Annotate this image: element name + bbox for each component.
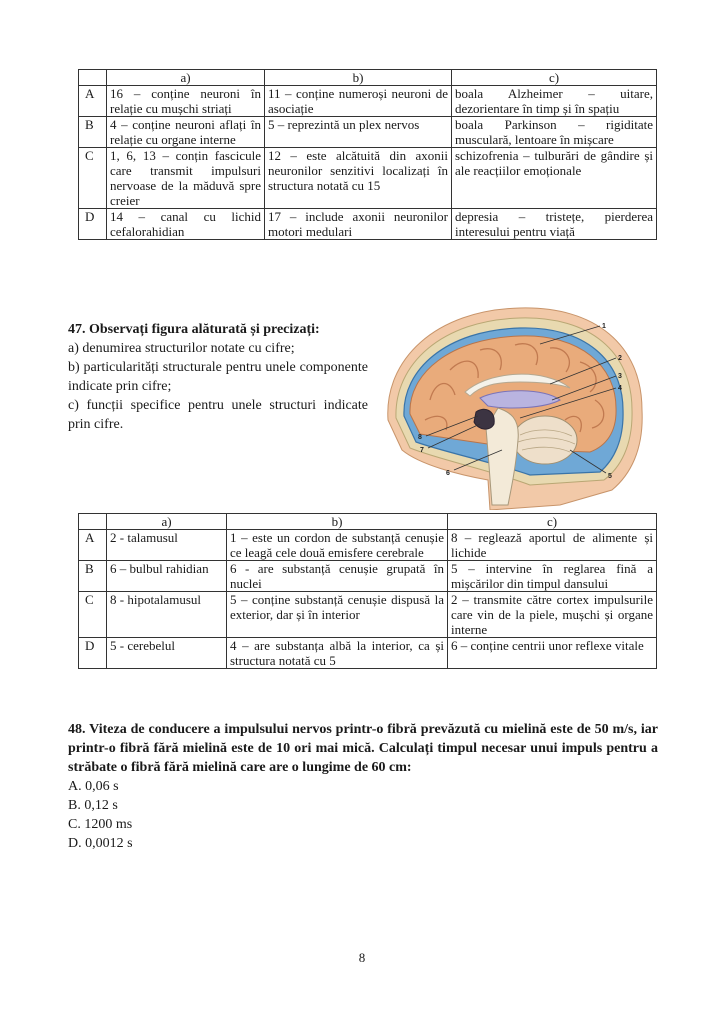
- cell-b: 5 – reprezintă un plex nervos: [265, 117, 452, 148]
- cell-b: 6 - are substanță cenușie grupată în nuclei: [227, 561, 448, 592]
- answer-option-a: A. 0,06 s: [68, 779, 119, 794]
- cell-c: depresia – tristețe, pierderea interesului pentru viață: [452, 209, 657, 240]
- header-cell: a): [107, 514, 227, 530]
- row-letter: C: [79, 592, 107, 638]
- figure-label-8: 8: [418, 434, 422, 441]
- page-number: 8: [358, 950, 366, 965]
- header-cell: a): [107, 70, 265, 86]
- figure-label-7: 7: [420, 447, 424, 454]
- cell-b: 12 – este alcătuită din axonii neuronilor senzitivi localizați în structura notată cu 15: [265, 148, 452, 209]
- answer-table-46: [78, 69, 657, 240]
- cell-b: 5 – conține substanță cenușie dispusă la exterior, dar și în interior: [227, 592, 448, 638]
- table-row: [79, 638, 657, 669]
- table-row: [79, 117, 657, 148]
- table-row: [79, 209, 657, 240]
- cell-a: 14 – canal cu lichid cefalorahidian: [107, 209, 265, 240]
- row-letter: B: [79, 117, 107, 148]
- row-letter: D: [79, 209, 107, 240]
- table-header-row: [79, 514, 657, 530]
- figure-label-6: 6: [446, 470, 450, 477]
- header-cell: c): [452, 70, 657, 86]
- header-cell: b): [227, 514, 448, 530]
- question-item-c: c) funcții specifice pentru unele structuri indicate prin cifre.: [68, 398, 368, 432]
- question-47: [68, 320, 368, 434]
- cell-a: 1, 6, 13 – conțin fascicule care transmit impulsuri nervoase de la măduvă spre creier: [107, 148, 265, 209]
- cell-c: schizofrenia – tulburări de gândire și ale reacțiilor emoționale: [452, 148, 657, 209]
- cell-c: 2 – transmite către cortex impulsurile care vin de la piele, mușchi și organe interne: [448, 592, 657, 638]
- header-cell: b): [265, 70, 452, 86]
- cell-b: 4 – are substanța albă la interior, ca și structura notată cu 5: [227, 638, 448, 669]
- cell-a: 8 - hipotalamusul: [107, 592, 227, 638]
- question-item-a: a) denumirea structurilor notate cu cifre;: [68, 341, 295, 356]
- question-title: 48. Viteza de conducere a impulsului nervos printr-o fibră prevăzută cu mielină este de 50 m/s, iar printr-o fibră fără mielină este de 10 ori mai mică. Calculați timpul necesar unui impuls pentru a străbate o fibră fără mielină care are o lungime de 60 cm:: [68, 722, 658, 775]
- answer-option-b: B. 0,12 s: [68, 798, 118, 813]
- figure-label-4: 4: [618, 385, 622, 392]
- cell-c: boala Parkinson – rigiditate musculară, lentoare în mișcare: [452, 117, 657, 148]
- cell-c: 8 – reglează aportul de alimente și lichide: [448, 530, 657, 561]
- header-cell: [79, 70, 107, 86]
- table-row: [79, 148, 657, 209]
- question-48: [68, 720, 658, 853]
- table-row: [79, 561, 657, 592]
- table-header-row: [79, 70, 657, 86]
- table-row: [79, 530, 657, 561]
- question-title: 47. Observați figura alăturată și precizați:: [68, 322, 320, 337]
- row-letter: A: [79, 86, 107, 117]
- figure-label-5: 5: [608, 473, 612, 480]
- cell-b: 1 – este un cordon de substanță cenușie ce leagă cele două emisfere cerebrale: [227, 530, 448, 561]
- cell-a: 2 - talamusul: [107, 530, 227, 561]
- figure-label-2: 2: [618, 355, 622, 362]
- row-letter: D: [79, 638, 107, 669]
- answer-option-c: C. 1200 ms: [68, 817, 133, 832]
- header-cell: [79, 514, 107, 530]
- row-letter: C: [79, 148, 107, 209]
- cell-b: 11 – conține numeroși neuroni de asociație: [265, 86, 452, 117]
- brain-sagittal-section-figure: [380, 300, 656, 510]
- figure-label-3: 3: [618, 373, 622, 380]
- row-letter: B: [79, 561, 107, 592]
- cell-c: 5 – intervine în reglarea fină a mișcărilor din timpul dansului: [448, 561, 657, 592]
- cell-c: boala Alzheimer – uitare, dezorientare în timp și în spațiu: [452, 86, 657, 117]
- figure-label-1: 1: [602, 323, 606, 330]
- table-row: [79, 592, 657, 638]
- cell-a: 4 – conține neuroni aflați în relație cu organe interne: [107, 117, 265, 148]
- row-letter: A: [79, 530, 107, 561]
- answer-table-47: [78, 513, 657, 669]
- cell-b: 17 – include axonii neuronilor motori medulari: [265, 209, 452, 240]
- question-item-b: b) particularități structurale pentru unele componente indicate prin cifre;: [68, 360, 368, 394]
- cell-c: 6 – conține centrii unor reflexe vitale: [448, 638, 657, 669]
- answer-option-d: D. 0,0012 s: [68, 836, 133, 851]
- header-cell: c): [448, 514, 657, 530]
- cell-a: 6 – bulbul rahidian: [107, 561, 227, 592]
- table-row: [79, 86, 657, 117]
- cell-a: 5 - cerebelul: [107, 638, 227, 669]
- cell-a: 16 – conține neuroni în relație cu mușchi striați: [107, 86, 265, 117]
